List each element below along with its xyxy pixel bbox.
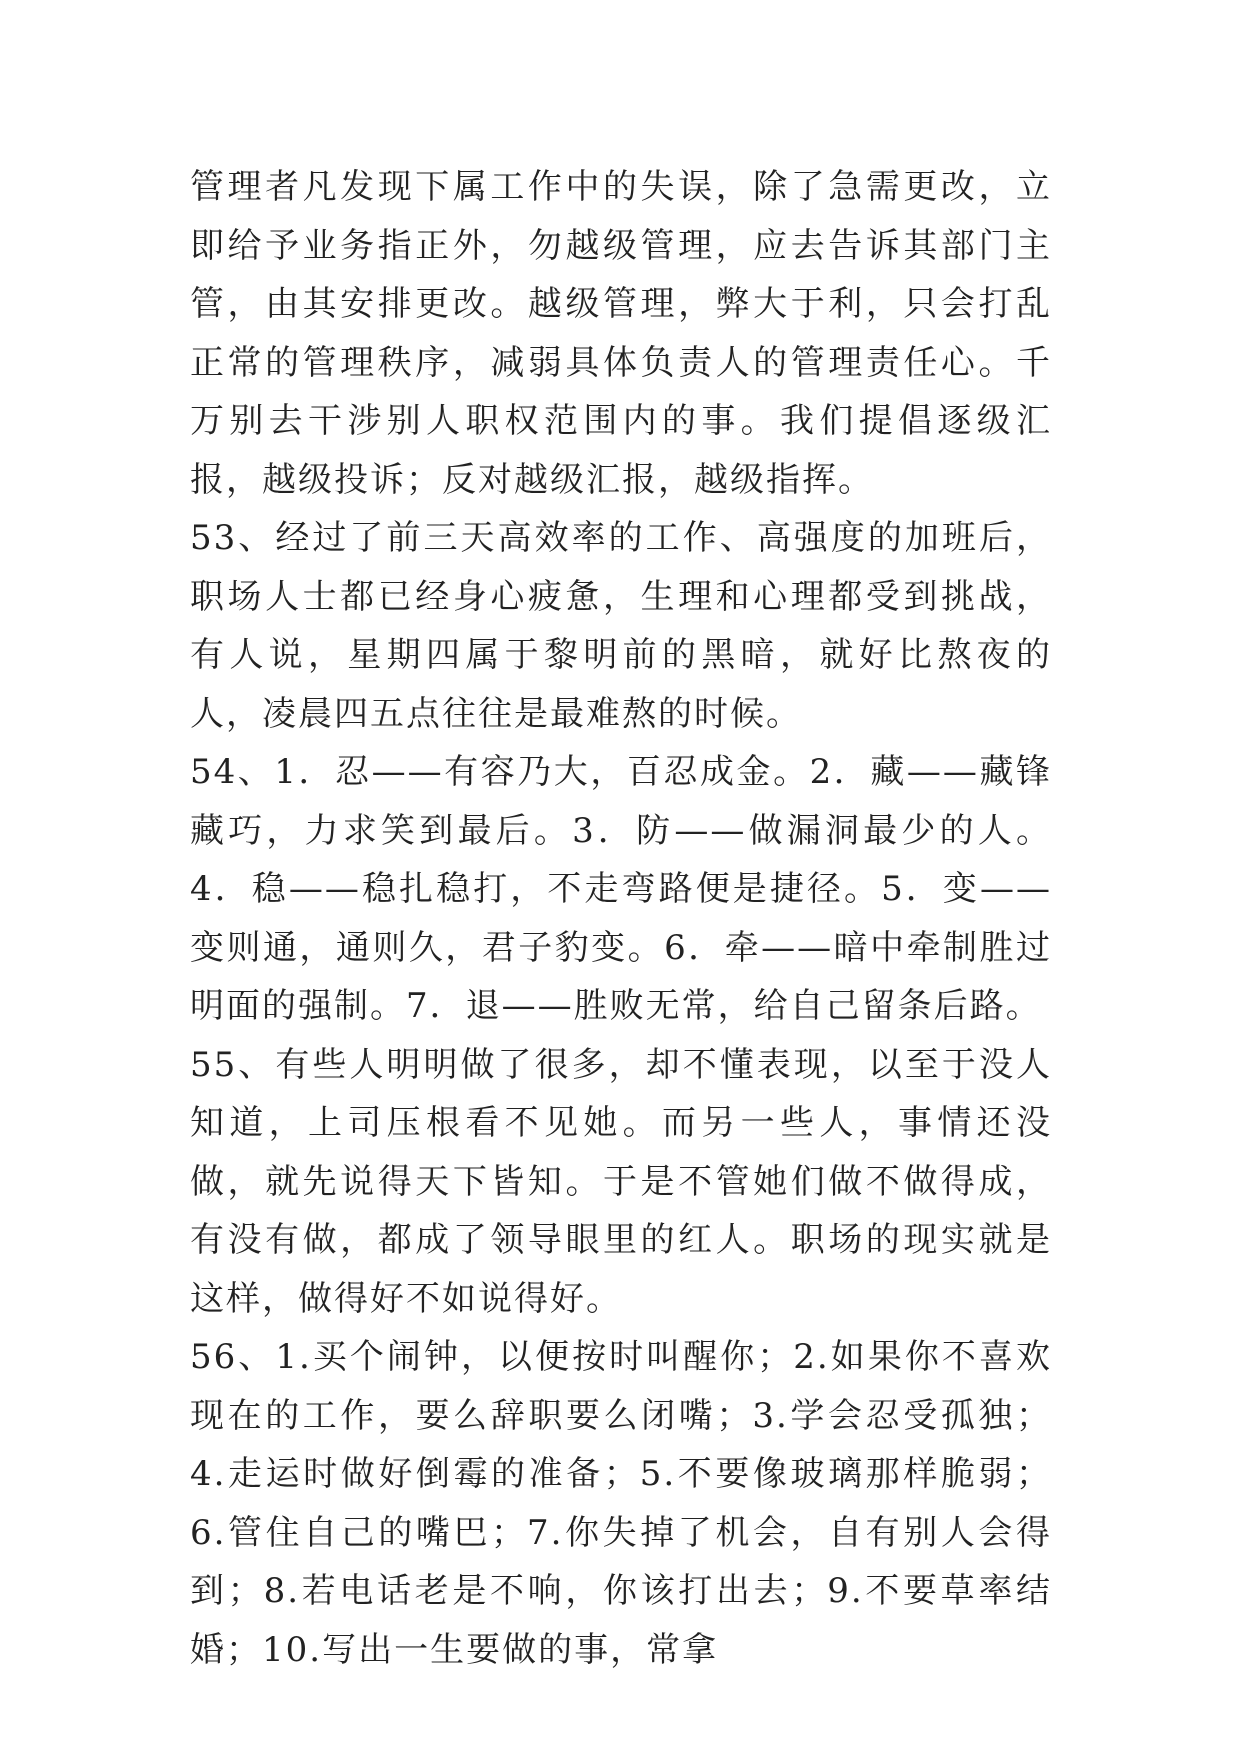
document-body [190, 158, 1052, 1679]
paragraph-56: 56、1.买个闹钟，以便按时叫醒你；2.如果你不喜欢现在的工作，要么辞职要么闭嘴；3.学会忍受孤独；4.走运时做好倒霉的准备；5.不要像玻璃那样脆弱；6.管住自己的嘴巴；7.你失掉了机会，自有别人会得到；8.若电话老是不响，你该打出去；9.不要草率结婚；10.写出一生要做的事，常拿 [190, 1337, 1052, 1670]
paragraph-53: 53、经过了前三天高效率的工作、高强度的加班后，职场人士都已经身心疲惫，生理和心理都受到挑战，有人说，星期四属于黎明前的黑暗，就好比熬夜的人，凌晨四五点往往是最难熬的时候。 [190, 518, 1052, 734]
paragraph-management: 管理者凡发现下属工作中的失误，除了急需更改，立即给予业务指正外，勿越级管理，应去告诉其部门主管，由其安排更改。越级管理，弊大于利，只会打乱正常的管理秩序，减弱具体负责人的管理责任心。千万别去干涉别人职权范围内的事。我们提倡逐级汇报，越级投诉；反对越级汇报，越级指挥。 [190, 167, 1052, 500]
paragraph-55: 55、有些人明明做了很多，却不懂表现，以至于没人知道，上司压根看不见她。而另一些人，事情还没做，就先说得天下皆知。于是不管她们做不做得成，有没有做，都成了领导眼里的红人。职场的现实就是这样，做得好不如说得好。 [190, 1044, 1052, 1319]
paragraph-54: 54、1．忍——有容乃大，百忍成金。2．藏——藏锋藏巧，力求笑到最后。3．防——做漏洞最少的人。4．稳——稳扎稳打，不走弯路便是捷径。5．变——变则通，通则久，君子豹变。6．牵——暗中牵制胜过明面的强制。7．退——胜败无常，给自己留条后路。 [190, 752, 1052, 1026]
